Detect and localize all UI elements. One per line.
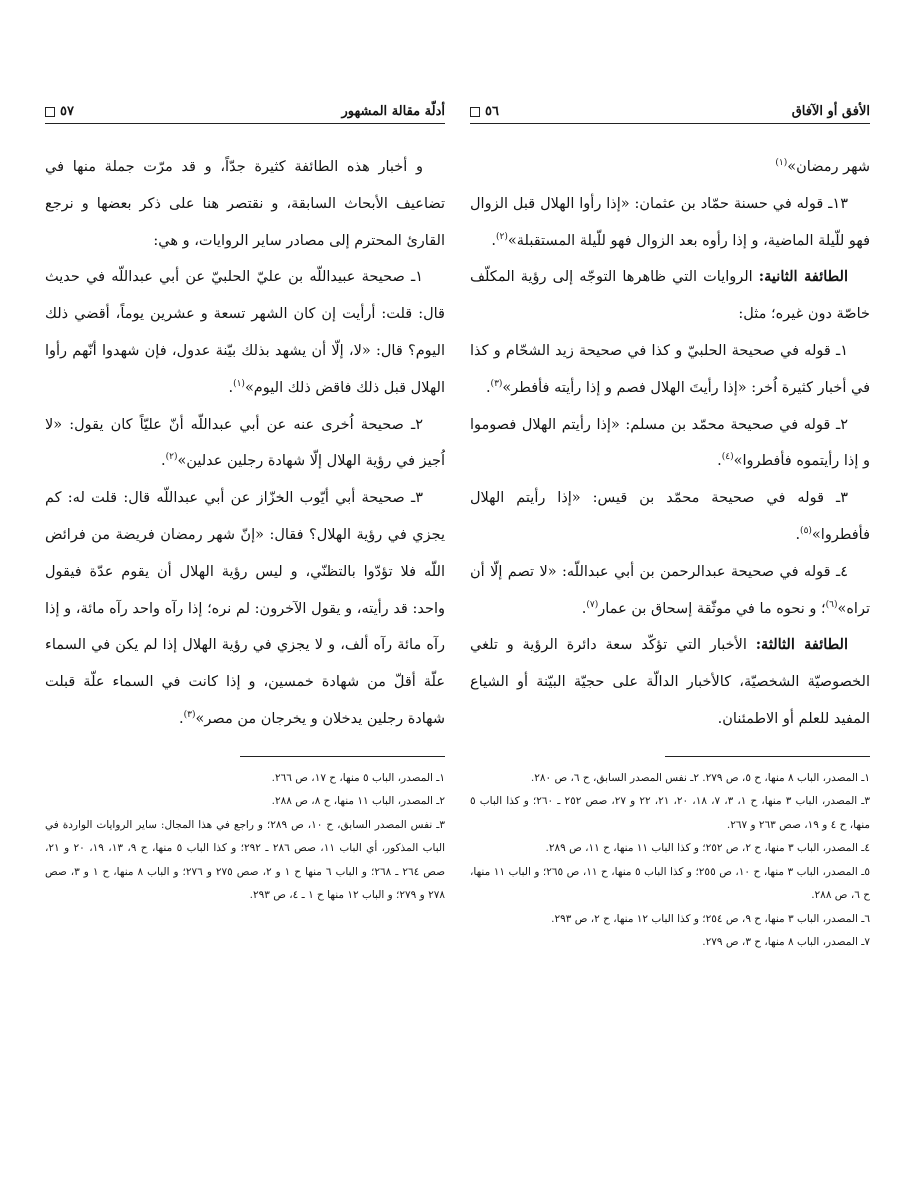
- section-heading: الطائفة الثالثة:: [755, 636, 848, 654]
- paragraph-text: الأخبار التي تؤكّد سعة دائرة الرؤية و تلغي الخصوصيّة الشخصيّة، كالأخبار الدالّة على حجيّة البيّنة أو الشياع المفيد للعلم أو الاطمئنان.: [470, 637, 870, 727]
- page-number: ٥٧: [60, 104, 74, 119]
- page-number-group: [470, 104, 499, 119]
- page-number-group: [45, 104, 74, 119]
- footnote: ٧ـ المصدر، الباب ٨ منها، ح ٣، ص ٢٧٩.: [702, 936, 870, 949]
- paragraph-text: الروايات التي ظاهرها التوجّه إلى رؤية المكلّف خاصّة دون غيره؛ مثل:: [470, 269, 870, 323]
- footnote-separator: [665, 756, 870, 757]
- paragraph: [45, 149, 445, 259]
- footnote-ref: (٥): [800, 526, 812, 537]
- paragraph-text: ٣ـ صحيحة أبي أيّوب الخزّاز عن أبي عبداللّه قال: قلت له: كم يجزي في رؤية الهلال؟ فقال: «إنّ شهر رمضان فريضة من فرائض اللّه فلا تؤدّوا بالتظنّي، و ليس رؤية الهلال أن يقوم عدّة فيقول واحد: قد رأيته، و يقول الآخرون: لم نره؛ إذا رآه واحد رآه مائة، و إذا رآه مائة رآه ألف، و لا يجزي في رؤية الهلال إذا لم يكن في السماء علّة أقلّ من شهادة خمسين، و إذا كانت في السماء علّة قبلت شهادة رجلين يدخلان و يخرجان من مصر»: [45, 490, 445, 727]
- square-ornament-icon: [470, 107, 480, 117]
- page-header: [470, 95, 870, 124]
- paragraph: [470, 480, 870, 554]
- footnote: ٦ـ المصدر، الباب ٣ منها، ح ٩، ص ٢٥٤؛ و كذا الباب ١٢ منها، ح ٢، ص ٢٩٣.: [551, 912, 870, 925]
- page-number: ٥٦: [485, 104, 499, 119]
- paragraph-text: .: [160, 453, 166, 470]
- paragraph-text: ٢ـ صحيحة اُخرى عنه عن أبي عبداللّه أنّ عليّاً كان يقول: «لا اُجيز في رؤية الهلال إلّا شهادة رجلين عدلين»: [45, 416, 445, 470]
- paragraph: [470, 259, 870, 333]
- footnote: ٥ـ المصدر، الباب ٣ منها، ح ١٠، ص ٢٥٥؛ و كذا الباب ٥ منها، ح ١١، ص ٢٦٥؛ و الباب ١١ منها، ح ٦، ص ٢٨٨.: [470, 865, 870, 902]
- paragraph-text: .: [491, 232, 496, 249]
- paragraph: [470, 186, 870, 260]
- paragraph-text: و أخبار هذه الطائفة كثيرة جدّاً، و قد مرّت جملة منها في تضاعيف الأبحاث السابقة، و نقتصر هنا على ذكر بعضها و نرجع القارئ المحترم إلى مصادر ساير الروايات، و هي:: [45, 159, 445, 249]
- footnotes: [470, 767, 870, 955]
- section-heading: الطائفة الثانية:: [758, 268, 849, 286]
- paragraph-text: ٣ـ قوله في صحيحة محمّد بن قيس: «إذا رأيتم الهلال فأفطروا»: [470, 490, 870, 543]
- footnote-ref: (١): [233, 378, 245, 389]
- footnote-ref: (٤): [721, 452, 734, 463]
- footnote: ١ـ المصدر، الباب ٨ منها، ح ٥، ص ٢٧٩. ٢ـ نفس المصدر السابق، ح ٦، ص ٢٨٠.: [530, 771, 870, 784]
- paragraph: [470, 333, 870, 407]
- running-title: أدلّة مقالة المشهور: [341, 104, 445, 119]
- footnote: ٢ـ المصدر، الباب ١١ منها، ح ٨، ص ٢٨٨.: [271, 795, 445, 808]
- footnotes: [45, 767, 445, 908]
- page-body: [45, 149, 445, 738]
- running-title: الأفق أو الآفاق: [791, 104, 870, 119]
- paragraph: [45, 259, 445, 406]
- paragraph-text: ٢ـ قوله في صحيحة محمّد بن مسلم: «إذا رأيتم الهلال فصوموا و إذا رأيتموه فأفطروا»: [470, 416, 870, 470]
- paragraph-text: ١ـ صحيحة عبيداللّه بن عليّ الحلبيّ عن أبي عبداللّه في حديث قال: قلت: أرأيت إن كان الشهر تسعة و عشرين يوماً، أقضي ذلك اليوم؟ قال: «لا، إلّا أن يشهد بذلك بيّنة عدول، فإن شهدوا أنّهم رأوا الهلال قبل ذلك فاقض ذلك اليوم»: [45, 269, 445, 396]
- paragraph-text: .: [581, 600, 587, 617]
- footnote-separator: [240, 756, 445, 757]
- paragraph-text: .: [228, 379, 234, 396]
- page-56: [470, 95, 870, 1105]
- paragraph: [45, 407, 445, 481]
- paragraph-text: .: [717, 453, 722, 470]
- paragraph: [470, 554, 870, 628]
- paragraph-text: ٤ـ قوله في صحيحة عبدالرحمن بن أبي عبداللّه: «لا تصم إلّا أن تراه»: [470, 563, 870, 617]
- footnote-ref: (١): [775, 158, 788, 169]
- paragraph-text: .: [179, 710, 184, 727]
- page-body: [470, 149, 870, 738]
- footnote-ref: (٦): [825, 599, 838, 610]
- footnote-ref: (٢): [165, 452, 178, 463]
- paragraph-text: .: [795, 526, 801, 543]
- footnote: ١ـ المصدر، الباب ٥ منها، ح ١٧، ص ٢٦٦.: [271, 771, 445, 784]
- page-57: [45, 95, 445, 1105]
- paragraph-text: ؛ و نحوه ما في موثّقة إسحاق بن عمار: [598, 600, 826, 617]
- footnote: ٣ـ المصدر، الباب ٣ منها، ح ١، ٣، ٧، ١٨، ٢٠، ٢١، ٢٢ و ٢٧، صص ٢٥٢ ـ ٢٦٠؛ و كذا الباب ٥ منها، ح ٤ و ١٩، صص ٢٦٣ و ٢٦٧.: [470, 795, 871, 831]
- paragraph-text: شهر رمضان»: [787, 159, 870, 175]
- page-header: [45, 95, 445, 124]
- footnote-ref: (٢): [496, 231, 508, 242]
- paragraph: [470, 149, 870, 186]
- paragraph: [470, 627, 870, 737]
- paragraph-text: ١٣ـ قوله في حسنة حمّاد بن عثمان: «إذا رأوا الهلال قبل الزوال فهو للّيلة الماضية، و إذا رأوه بعد الزوال فهو للّيلة المستقبلة»: [470, 195, 870, 249]
- footnote: ٤ـ المصدر، الباب ٣ منها، ح ٢، ص ٢٥٢؛ و كذا الباب ١١ منها، ح ١١، ص ٢٨٩.: [545, 842, 870, 855]
- footnote-ref: (٣): [490, 378, 503, 389]
- paragraph: [470, 407, 870, 481]
- footnote-ref: (٧): [586, 599, 599, 610]
- paragraph-text: .: [485, 379, 491, 396]
- square-ornament-icon: [45, 107, 55, 117]
- footnote: ٣ـ نفس المصدر السابق، ح ١٠، ص ٢٨٩؛ و راجع في هذا المجال: ساير الروايات الواردة في الباب المذكور، أي الباب ١١، صص ٢٨٦ ـ ٢٩٢؛ و كذا الباب ٥ منها، ح ٩، ١٣، ١٩، ٢٠ و ٢١، صص ٢٦٤ ـ ٢٦٨؛ و الباب ٦ منها ح ١ و ٢، صص ٢٧٥ و ٢٧٦؛ و الباب ٨ منها، ح ١ و ٣، صص ٢٧٨ و ٢٧٩؛ و الباب ١٢ منها ح ١ ـ ٤، ص ٢٩٣.: [45, 818, 446, 902]
- paragraph: [45, 480, 445, 738]
- paragraph-text: ١ـ قوله في صحيحة الحلبيّ و كذا في صحيحة زيد الشحّام و كذا في أخبار كثيرة اُخر: «إذا رأيتَ الهلال فصم و إذا رأيته فأفطر»: [470, 342, 870, 396]
- footnote-ref: (٣): [183, 710, 196, 721]
